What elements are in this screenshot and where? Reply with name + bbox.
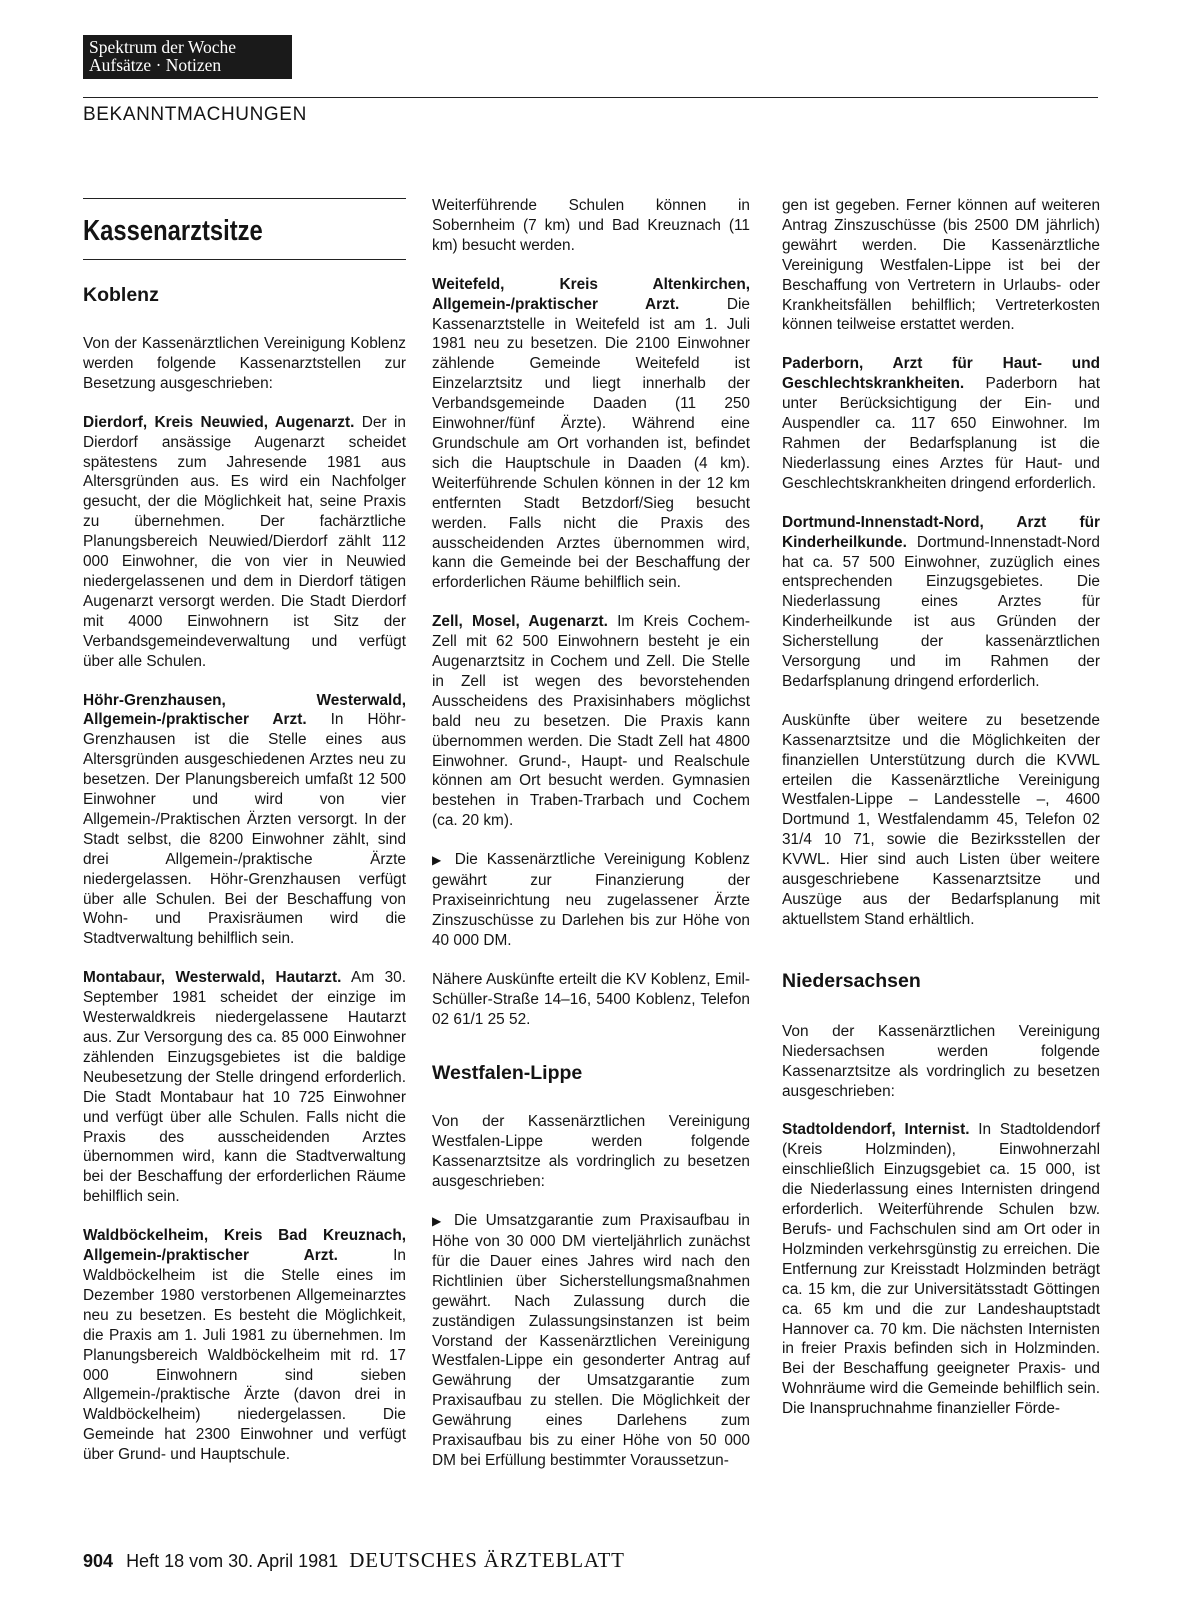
listing-text: In Stadtoldendorf (Kreis Holzminden), Einwohnerzahl einschließlich Einzugsgebiet ca. 15 000, ist die Niederlassung eines Internisten dringend erforderlich. Weiterführende Schulen bzw. Berufs- und Fachschulen sind am Ort oder in Holzminden verkehrsgünstig zu erreichen. Die Entfernung zur Kreisstadt Holzminden beträgt ca. 15 km, die zur Universitätsstadt Göttingen ca. 65 km und die zur Landeshauptstadt Hannover ca. 70 km. Die nächsten Internisten in freier Praxis befinden sich in Holzminden. Bei der Beschaffung geeigneter Praxis- und Wohnräume wird die Gemeinde behilflich sein. Die Inanspruchnahme finanzieller Förde- [782,1121,1100,1418]
header-line-1: Spektrum der Woche [89,37,236,57]
listing-text: Dortmund-Innenstadt-Nord hat ca. 57 500 Einwohner, zuzüglich eines entsprechenden Einzugsgebietes. Die Niederlassung eines Arztes für Kinderheilkunde ist aus Gründen der Sicherstellung der kassenärztlichen Versorgung und im Rahmen der Bedarfsplanung dringend erforderlich. [782,533,1100,690]
listing-paragraph [83,968,406,1207]
listing-paragraph [782,1120,1100,1419]
note-text: Die Kassenärztliche Vereinigung Koblenz gewährt zur Finanzierung der Praxiseinrichtung neu zugelassener Ärzte Zinszuschüsse zu Darlehen bis zur Höhe von 40 000 DM. [432,851,750,949]
listing-text: Im Kreis Cochem-Zell mit 62 500 Einwohnern besteht je ein Augenarztsitz in Cochem und Zell. Die Stelle in Zell ist wegen des bevorstehenden Ausscheidens des Praxisinhabers möglichst bald neu zu besetzen. Die Praxis kann übernommen werden. Die Stadt Zell hat 4800 Einwohner. Grund-, Haupt- und Realschule können am Ort besucht werden. Gymnasien bestehen in Traben-Trarbach und Cochem (ca. 20 km). [432,613,750,830]
listing-lead: Dortmund-Innenstadt-Nord, Arzt für Kinderheilkunde. [782,513,1100,551]
listing-lead: Stadtoldendorf, Internist. [782,1121,970,1139]
listing-text: Paderborn hat unter Berücksichtigung der Ein- und Auspendler ca. 117 650 Einwohner. Im Rahmen der Bedarfsplanung ist die Niederlassung eines Arztes für Haut- und Geschlechtskrankheiten dringend erforderlich. [782,375,1100,492]
note-paragraph [432,850,750,951]
triangle-bullet-icon: ▶ [432,853,446,868]
intro-paragraph: Von der Kassenärztlichen Vereinigung Niedersachsen werden folgende Kassenarztsitze als vordringlich zu besetzen ausgeschrieben: [782,1022,1100,1100]
listing-paragraph [83,691,406,950]
title-rule-bottom [83,259,406,260]
listing-paragraph [432,275,750,594]
listing-lead: Waldböckelheim, Kreis Bad Kreuznach, Allgemein-/praktischer Arzt. [83,1227,406,1265]
listing-lead: Paderborn, Arzt für Haut- und Geschlechtskrankheiten. [782,355,1100,393]
listing-text: In Waldböckelheim ist die Stelle eines im Dezember 1980 verstorbenen Allgemeinarztes neu zu besetzen. Es besteht die Möglichkeit, die Praxis am 1. Juli 1981 zu übernehmen. Im Planungsbereich Waldböckelheim mit rd. 17 000 Einwohnern sind sieben Allgemein-/praktische Ärzte (davon drei in Waldböckelheim) niedergelassen. Die Gemeinde hat 2300 Einwohner und verfügt über Grund- und Hauptschule. [83,1247,406,1464]
listing-paragraph [782,513,1100,692]
header-line-2: Aufsätze · Notizen [89,55,222,75]
column-3 [782,196,1100,1438]
note-paragraph [432,1211,750,1471]
triangle-bullet-icon: ▶ [432,1214,446,1229]
listing-lead: Höhr-Grenzhausen, Westerwald, Allgemein-/praktischer Arzt. [83,691,406,729]
listing-text: Der in Dierdorf ansässige Augenarzt scheidet spätestens zum Jahresende 1981 aus Altersgründen aus. Es wird ein Nachfolger gesucht, der die Möglichkeit hat, seine Praxis zu übernehmen. Der fachärztliche Planungsbereich Neuwied/Dierdorf zählt 112 000 Einwohner, die von vier in Neuwied niedergelassenen und dem in Dierdorf tätigen Augenarzt versorgt werden. Die Stadt Dierdorf mit 4000 Einwohnern ist Sitz der Verbandsgemeindeverwaltung und verfügt über alle Schulen. [83,413,406,670]
listing-text: In Höhr-Grenzhausen ist die Stelle eines aus Altersgründen ausgeschiedenen Arztes neu zu besetzen. Der Planungsbereich umfaßt 12 500 Einwohner und wird von vier Allgemein-/Praktischen Ärzten versorgt. In der Stadt selbst, die 8200 Einwohner zählt, sind drei Allgemein-/praktische Ärzte niedergelassen. Höhr-Grenzhausen verfügt über alle Schulen. Bei der Beschaffung von Wohn- und Praxisräumen wird die Stadtverwaltung behilflich sein. [83,711,407,948]
intro-paragraph: Von der Kassenärztlichen Vereinigung Koblenz werden folgende Kassenarztstellen zur Besetzung ausgeschrieben: [83,335,406,392]
listing-paragraph [782,354,1100,493]
contact-paragraph: Nähere Auskünfte erteilt die KV Koblenz, Emil-Schüller-Straße 14–16, 5400 Koblenz, Telefon 02 61/1 25 52. [432,970,750,1028]
listing-paragraph [432,612,750,831]
issue-info: Heft 18 vom 30. April 1981 [126,1551,339,1571]
page-footer [83,1548,625,1573]
publication-name: DEUTSCHES ÄRZTEBLATT [349,1548,625,1572]
listing-paragraph [83,413,406,672]
column-1 [83,198,406,1484]
listing-lead: Zell, Mosel, Augenarzt. [432,613,608,631]
continuation-paragraph: Weiterführende Schulen können in Sobernheim (7 km) und Bad Kreuznach (11 km) besucht werden. [432,197,750,254]
listing-paragraph [83,1226,406,1465]
listing-lead: Weitefeld, Kreis Altenkirchen, Allgemein-/praktischer Arzt. [432,275,750,313]
continuation-paragraph: gen ist gegeben. Ferner können auf weiteren Antrag Zinszuschüsse (bis 2500 DM jährlich) gewährt werden. Die Kassenärztliche Vereinigung Westfalen-Lippe ist bei der Beschaffung von Vertretern in Urlaubs- oder Krankheitsfällen behilflich; Vertreterkosten können teilweise erstattet werden. [782,197,1100,334]
note-text: Die Umsatzgarantie zum Praxisaufbau in Höhe von 30 000 DM vierteljährlich zunächst für die Dauer eines Jahres wird nach den Richtlinien über Sicherstellungsmaßnahmen gewährt. Nach Zulassung durch die zuständigen Zulassungsinstanzen ist beim Vorstand der Kassenärztlichen Vereinigung Westfalen-Lippe ein gesonderter Antrag auf Gewährung der Umsatzgarantie zum Praxisaufbau zu stellen. Die Möglichkeit der Gewährung eines Darlehens zum Praxisaufbau bis zu einer Höhe von 50 000 DM bei Erfüllung bestimmter Voraussetzun- [432,1212,750,1469]
top-rule [83,97,1098,98]
section-header-box [83,35,292,79]
column-2 [432,196,750,1490]
article-title: Kassenarztsitze [83,215,263,247]
listing-text: Die Kassenarztstelle in Weitefeld ist am 1. Juli 1981 neu zu besetzen. Die 2100 Einwohner zählende Gemeinde Weitefeld ist Einzelarztsitz und liegt innerhalb der Verbandsgemeinde Daaden (11 250 Einwohner/fünf Ärzte). Während eine Grundschule am Ort vorhanden ist, befindet sich die Hauptschule in Daaden (4 km). Weiterführende Schulen können in der 12 km entfernten Stadt Betzdorf/Sieg besucht werden. Falls nicht die Praxis des ausscheidenden Arztes übernommen wird, kann die Gemeinde bei der Beschaffung der erforderlichen Räume behilflich sein. [432,295,750,592]
listing-lead: Montabaur, Westerwald, Hautarzt. [83,969,342,987]
title-rule-top [83,198,406,199]
contact-paragraph: Auskünfte über weitere zu besetzende Kassenarztsitze und die Möglichkeiten der finanziellen Unterstützung durch die KVWL erteilen die Kassenärztliche Vereinigung Westfalen-Lippe – Landesstelle –, 4600 Dortmund 1, Westfalendamm 45, Telefon 02 31/4 10 71, sowie die Bezirksstellen der KVWL. Hier sind auch Listen über weitere ausgeschriebene Kassenarztsitze und Auszüge aus der Bedarfsplanung mit aktuellstem Stand erhältlich. [782,711,1100,928]
listing-lead: Dierdorf, Kreis Neuwied, Augenarzt. [83,413,355,431]
section-label: BEKANNTMACHUNGEN [83,104,307,125]
region-heading-niedersachsen: Niedersachsen [782,969,921,992]
region-heading-koblenz: Koblenz [83,284,159,306]
listing-text: Am 30. September 1981 scheidet der einzige im Westerwaldkreis niedergelassene Hautarzt aus. Zur Versorgung des ca. 85 000 Einwohner zählenden Einzugsgebietes ist die baldige Neubesetzung der Stelle dringend erforderlich. Die Stadt Montabaur hat 10 725 Einwohner und verfügt über alle Schulen. Falls nicht die Praxis des ausscheidenden Arztes übernommen wird, kann die Stadtverwaltung bei der Beschaffung der erforderlichen Räume behilflich sein. [83,969,407,1206]
page-number: 904 [83,1551,114,1571]
intro-paragraph: Von der Kassenärztlichen Vereinigung Westfalen-Lippe werden folgende Kassenarztsitze als vordringlich zu besetzen ausgeschrieben: [432,1113,750,1191]
region-heading-westfalen-lippe: Westfalen-Lippe [432,1062,583,1085]
